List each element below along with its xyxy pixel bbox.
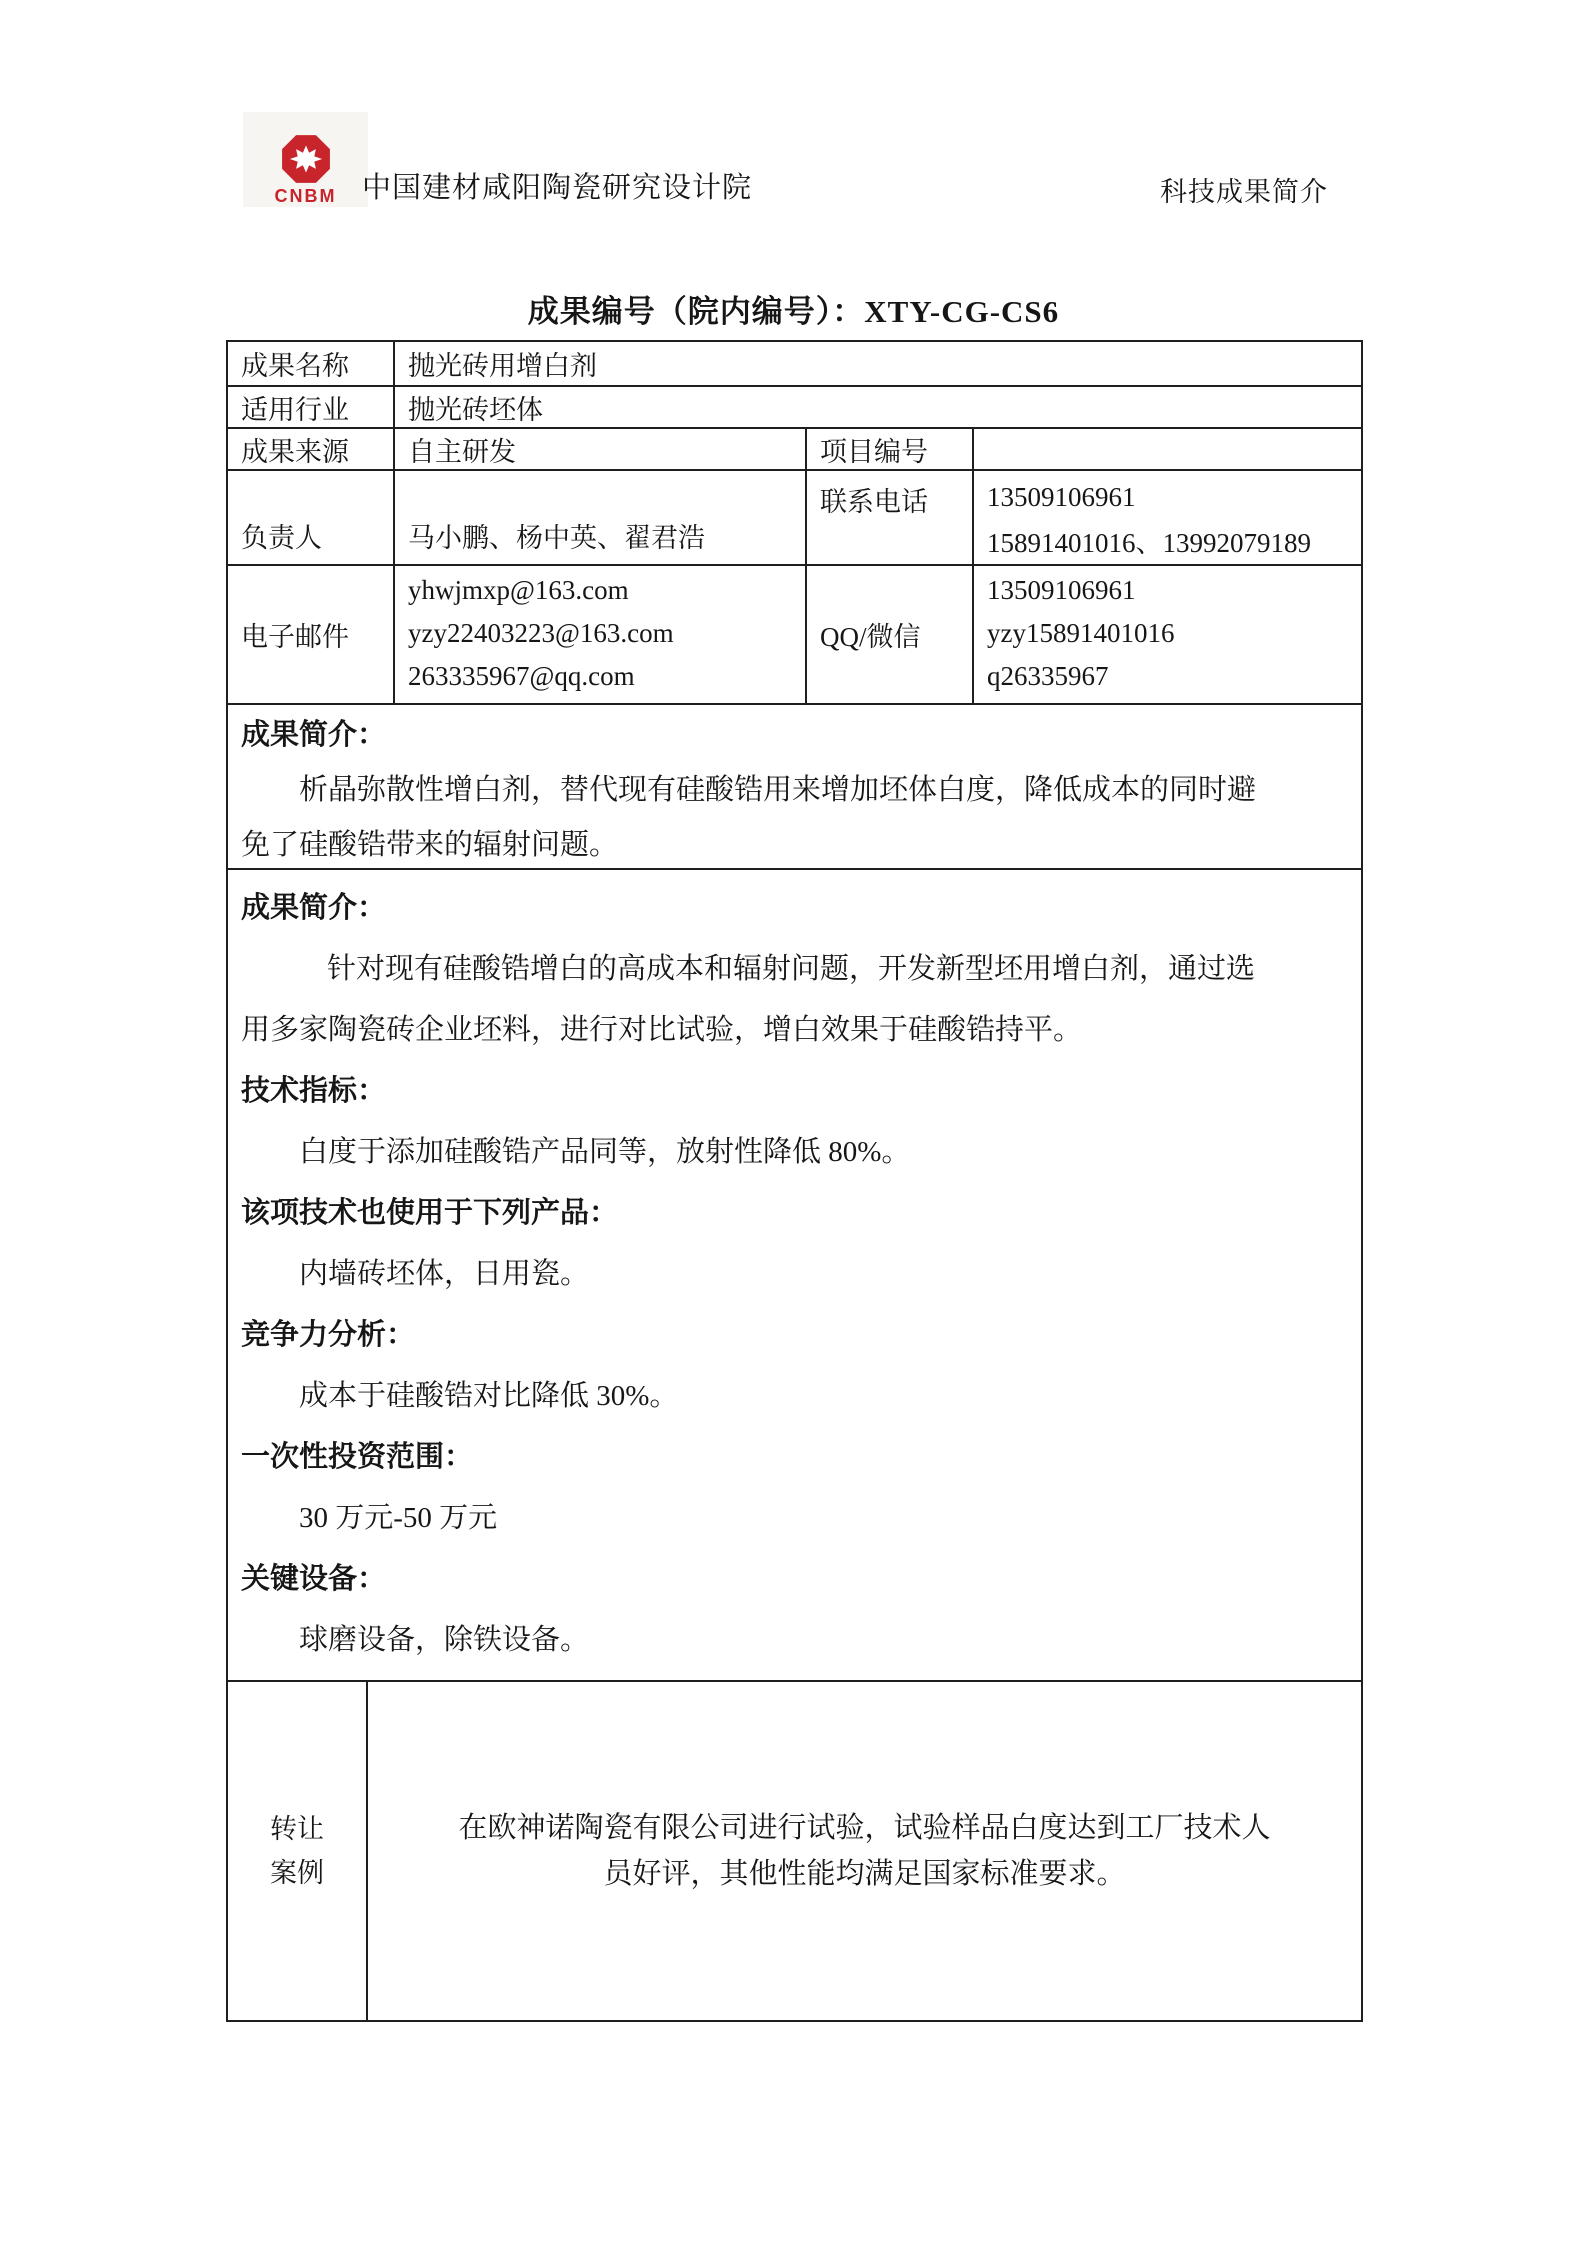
project-number-value bbox=[974, 429, 1361, 469]
detail-heading-tech-specs: 技术指标： bbox=[241, 1075, 387, 1107]
transfer-case-label-line: 案例 bbox=[270, 1858, 324, 1888]
qq-wechat-line: 13509106961 bbox=[987, 575, 1136, 605]
phone-line: 13509106961 bbox=[987, 482, 1136, 512]
achievement-name-value: 抛光砖用增白剂 bbox=[408, 351, 597, 381]
summary-section bbox=[228, 705, 1361, 870]
detail-heading-key-equipment: 关键设备： bbox=[241, 1563, 387, 1595]
leader-label: 负责人 bbox=[228, 471, 395, 564]
email-line: 263335967@qq.com bbox=[408, 661, 635, 691]
table-row-industry bbox=[228, 387, 1361, 429]
cnbm-logo-text: CNBM bbox=[274, 186, 337, 206]
title-label: 成果编号（院内编号）： bbox=[527, 294, 865, 329]
industry-label: 适用行业 bbox=[228, 387, 395, 427]
summary-line: 析晶弥散性增白剂，替代现有硅酸锆用来增加坯体白度，降低成本的同时避 bbox=[299, 774, 1257, 806]
transfer-case-value bbox=[368, 1682, 1361, 2020]
table-row-leader-phone bbox=[228, 471, 1361, 566]
transfer-case-label bbox=[228, 1682, 368, 2020]
detail-heading-summary: 成果简介： bbox=[241, 892, 387, 924]
summary-line: 免了硅酸锆带来的辐射问题。 bbox=[241, 829, 619, 861]
transfer-case-row bbox=[228, 1682, 1361, 2020]
qq-wechat-line: yzy15891401016 bbox=[987, 618, 1175, 648]
detail-line: 30 万元-50 万元 bbox=[299, 1502, 498, 1534]
industry-value: 抛光砖坯体 bbox=[408, 394, 543, 425]
detail-section-body bbox=[228, 870, 1361, 1680]
document-type-label: 科技成果简介 bbox=[1160, 177, 1328, 207]
detail-line: 内墙砖坯体，日用瓷。 bbox=[299, 1258, 590, 1290]
transfer-case-line: 在欧神诺陶瓷有限公司进行试验，试验样品白度达到工厂技术人 bbox=[458, 1812, 1271, 1844]
detail-heading-investment-range: 一次性投资范围： bbox=[241, 1441, 474, 1473]
info-table bbox=[226, 340, 1363, 2022]
achievement-name-label: 成果名称 bbox=[228, 342, 395, 385]
institution-name: 中国建材咸阳陶瓷研究设计院 bbox=[362, 172, 753, 204]
title-code: XTY-CG-CS6 bbox=[864, 294, 1060, 329]
qq-wechat-value bbox=[974, 566, 1361, 703]
detail-line: 白度于添加硅酸锆产品同等，放射性降低 80%。 bbox=[299, 1136, 911, 1168]
detail-heading-competitiveness: 竞争力分析： bbox=[241, 1319, 416, 1351]
summary-heading: 成果简介： bbox=[241, 719, 387, 751]
detail-line: 成本于硅酸锆对比降低 30%。 bbox=[299, 1380, 679, 1412]
qq-wechat-label: QQ/微信 bbox=[807, 566, 974, 703]
cnbm-octagon-icon bbox=[280, 133, 332, 185]
table-row-email-qq bbox=[228, 566, 1361, 705]
email-line: yhwjmxp@163.com bbox=[408, 575, 629, 605]
table-row-achievement-name bbox=[228, 342, 1361, 387]
detail-line: 用多家陶瓷砖企业坯料，进行对比试验，增白效果于硅酸锆持平。 bbox=[241, 1014, 1083, 1046]
email-label: 电子邮件 bbox=[228, 566, 395, 703]
transfer-case-line: 员好评，其他性能均满足国家标准要求。 bbox=[603, 1858, 1126, 1890]
summary-section-body bbox=[228, 705, 1361, 868]
table-row-source bbox=[228, 429, 1361, 471]
detail-heading-other-products: 该项技术也使用于下列产品： bbox=[241, 1197, 619, 1229]
source-value: 自主研发 bbox=[395, 429, 807, 469]
leader-value: 马小鹏、杨中英、翟君浩 bbox=[395, 471, 807, 564]
project-number-label: 项目编号 bbox=[807, 429, 974, 469]
detail-line: 球磨设备，除铁设备。 bbox=[299, 1624, 590, 1656]
source-label: 成果来源 bbox=[228, 429, 395, 469]
phone-value bbox=[974, 471, 1361, 564]
qq-wechat-line: q26335967 bbox=[987, 661, 1109, 691]
page-title bbox=[0, 286, 1587, 331]
phone-line: 15891401016、13992079189 bbox=[987, 528, 1311, 558]
email-line: yzy22403223@163.com bbox=[408, 618, 674, 648]
phone-label: 联系电话 bbox=[807, 471, 974, 564]
detail-section bbox=[228, 870, 1361, 1682]
email-value bbox=[395, 566, 807, 703]
detail-line: 针对现有硅酸锆增白的高成本和辐射问题，开发新型坯用增白剂，通过选 bbox=[327, 953, 1256, 985]
cnbm-logo bbox=[243, 112, 368, 207]
transfer-case-label-line: 转让 bbox=[270, 1814, 324, 1844]
